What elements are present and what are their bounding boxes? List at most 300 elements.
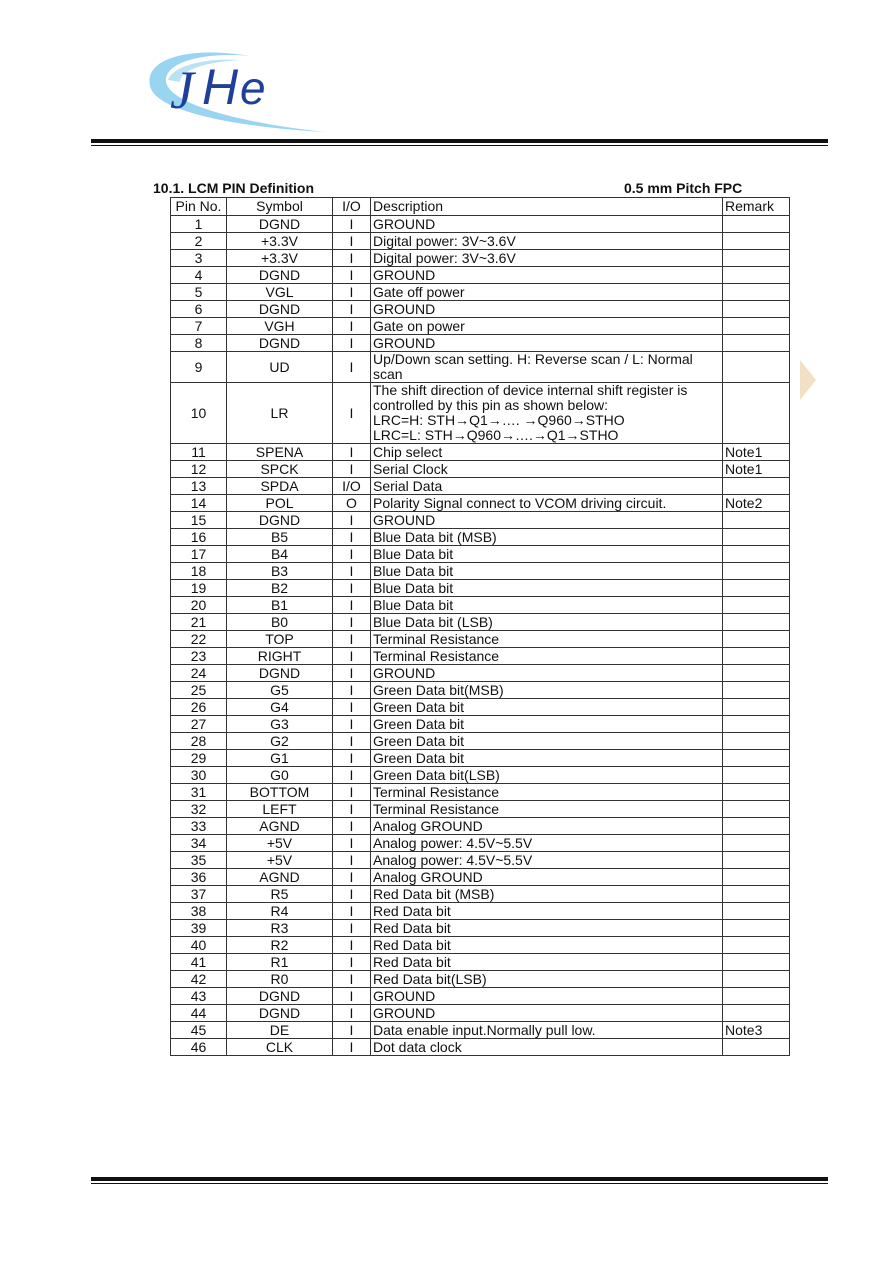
io-cell: I (333, 648, 371, 665)
symbol-cell: R4 (227, 903, 333, 920)
symbol-cell: R3 (227, 920, 333, 937)
description-cell (371, 250, 723, 267)
table-row (171, 954, 790, 971)
description-line: Terminal Resistance (373, 783, 500, 800)
description-line: Red Data bit(LSB) (373, 970, 487, 987)
symbol-cell: B1 (227, 597, 333, 614)
scan-artifact-icon (798, 358, 818, 402)
remark-cell (723, 1039, 790, 1056)
symbol-cell: B0 (227, 614, 333, 631)
table-row (171, 648, 790, 665)
symbol-cell: DGND (227, 665, 333, 682)
pin-number-cell: 45 (171, 1022, 227, 1039)
description-line: Analog GROUND (373, 868, 483, 885)
table-row (171, 614, 790, 631)
pin-number-cell: 1 (171, 216, 227, 233)
remark-cell (723, 284, 790, 301)
io-cell: I (333, 546, 371, 563)
description-cell (371, 784, 723, 801)
io-cell: I (333, 529, 371, 546)
io-cell: I (333, 461, 371, 478)
description-line: Green Data bit(MSB) (373, 681, 504, 698)
remark-cell (723, 750, 790, 767)
symbol-cell: POL (227, 495, 333, 512)
remark-cell (723, 852, 790, 869)
pin-number-cell: 31 (171, 784, 227, 801)
description-line: Blue Data bit (373, 579, 454, 596)
description-cell (371, 352, 723, 383)
io-cell: I (333, 318, 371, 335)
section-title: 10.1. LCM PIN Definition (153, 180, 315, 196)
pin-number-cell: 21 (171, 614, 227, 631)
pin-number-cell: 37 (171, 886, 227, 903)
symbol-cell: LEFT (227, 801, 333, 818)
table-header-row (171, 198, 790, 216)
remark-cell (723, 801, 790, 818)
io-cell: I (333, 580, 371, 597)
description-cell (371, 267, 723, 284)
description-cell (371, 767, 723, 784)
table-row (171, 1005, 790, 1022)
io-cell: I (333, 1005, 371, 1022)
remark-cell (723, 597, 790, 614)
description-line: Red Data bit (MSB) (373, 885, 495, 902)
table-row (171, 716, 790, 733)
description-line: Serial Data (373, 477, 443, 494)
description-line: Green Data bit (373, 698, 465, 715)
remark-cell (723, 512, 790, 529)
description-cell (371, 852, 723, 869)
io-cell: I (333, 988, 371, 1005)
symbol-cell: G3 (227, 716, 333, 733)
pin-number-cell: 39 (171, 920, 227, 937)
remark-cell (723, 835, 790, 852)
pin-number-cell: 29 (171, 750, 227, 767)
remark-cell (723, 869, 790, 886)
symbol-cell: B4 (227, 546, 333, 563)
remark-cell (723, 563, 790, 580)
table-row (171, 835, 790, 852)
table-row (171, 352, 790, 383)
table-row (171, 563, 790, 580)
io-cell: I (333, 733, 371, 750)
pin-number-cell: 2 (171, 233, 227, 250)
io-cell: I (333, 563, 371, 580)
description-cell (371, 383, 723, 444)
description-cell (371, 971, 723, 988)
pin-number-cell: 6 (171, 301, 227, 318)
symbol-cell: R1 (227, 954, 333, 971)
symbol-cell: +3.3V (227, 233, 333, 250)
footer-rule-thin (91, 1183, 828, 1184)
description-line: Terminal Resistance (373, 800, 500, 817)
pin-number-cell: 46 (171, 1039, 227, 1056)
description-line: Analog GROUND (373, 817, 483, 834)
symbol-cell: DGND (227, 216, 333, 233)
col-header-symbol: Symbol (227, 198, 333, 216)
description-cell (371, 699, 723, 716)
symbol-cell: CLK (227, 1039, 333, 1056)
table-row (171, 233, 790, 250)
pin-number-cell: 13 (171, 478, 227, 495)
remark-cell (723, 886, 790, 903)
description-line: Digital power: 3V~3.6V (373, 249, 516, 266)
pin-number-cell: 30 (171, 767, 227, 784)
table-row (171, 495, 790, 512)
table-row (171, 886, 790, 903)
pin-number-cell: 16 (171, 529, 227, 546)
description-cell (371, 580, 723, 597)
io-cell: I (333, 699, 371, 716)
remark-cell (723, 614, 790, 631)
logo-letter-e: e (240, 62, 266, 114)
description-cell (371, 301, 723, 318)
table-body (171, 216, 790, 1056)
remark-cell (723, 699, 790, 716)
description-line: GROUND (373, 215, 436, 232)
pin-definition-table (170, 197, 790, 1056)
description-line: Blue Data bit (MSB) (373, 528, 497, 545)
remark-cell: Note3 (723, 1022, 790, 1039)
description-cell (371, 937, 723, 954)
remark-cell (723, 335, 790, 352)
pin-number-cell: 28 (171, 733, 227, 750)
io-cell: I (333, 835, 371, 852)
description-cell (371, 495, 723, 512)
table-row (171, 478, 790, 495)
table-row (171, 869, 790, 886)
description-line: GROUND (373, 511, 436, 528)
symbol-cell: +5V (227, 852, 333, 869)
description-cell (371, 716, 723, 733)
description-cell (371, 818, 723, 835)
description-cell (371, 546, 723, 563)
description-cell (371, 665, 723, 682)
symbol-cell: DE (227, 1022, 333, 1039)
io-cell: I (333, 971, 371, 988)
pin-number-cell: 32 (171, 801, 227, 818)
table-row (171, 597, 790, 614)
io-cell: I (333, 937, 371, 954)
description-line: Red Data bit (373, 936, 451, 953)
remark-cell (723, 301, 790, 318)
io-cell: I (333, 1039, 371, 1056)
io-cell: I (333, 597, 371, 614)
symbol-cell: VGH (227, 318, 333, 335)
description-line: Blue Data bit (373, 562, 454, 579)
pin-number-cell: 20 (171, 597, 227, 614)
io-cell: I/O (333, 478, 371, 495)
table-row (171, 250, 790, 267)
description-cell (371, 750, 723, 767)
table-row (171, 699, 790, 716)
header-rule-thin (91, 145, 828, 146)
table-row (171, 937, 790, 954)
pin-number-cell: 9 (171, 352, 227, 383)
io-cell: I (333, 301, 371, 318)
table-row (171, 318, 790, 335)
pin-number-cell: 8 (171, 335, 227, 352)
description-cell (371, 284, 723, 301)
io-cell: I (333, 383, 371, 444)
description-cell (371, 801, 723, 818)
pin-number-cell: 41 (171, 954, 227, 971)
table-row (171, 750, 790, 767)
symbol-cell: G4 (227, 699, 333, 716)
description-line: Terminal Resistance (373, 630, 500, 647)
description-cell (371, 335, 723, 352)
remark-cell (723, 818, 790, 835)
description-cell (371, 1022, 723, 1039)
symbol-cell: DGND (227, 512, 333, 529)
io-cell: I (333, 869, 371, 886)
symbol-cell: VGL (227, 284, 333, 301)
col-header-description: Description (371, 198, 723, 216)
io-cell: I (333, 1022, 371, 1039)
col-header-io: I/O (333, 198, 371, 216)
io-cell: I (333, 852, 371, 869)
pin-number-cell: 5 (171, 284, 227, 301)
col-header-remark: Remark (723, 198, 790, 216)
table-row (171, 546, 790, 563)
table-row (171, 682, 790, 699)
description-cell (371, 318, 723, 335)
io-cell: I (333, 682, 371, 699)
remark-cell (723, 954, 790, 971)
pin-number-cell: 24 (171, 665, 227, 682)
table-row (171, 971, 790, 988)
io-cell: I (333, 216, 371, 233)
description-line: Chip select (373, 443, 443, 460)
remark-cell: Note1 (723, 461, 790, 478)
remark-cell (723, 716, 790, 733)
io-cell: I (333, 444, 371, 461)
pin-number-cell: 17 (171, 546, 227, 563)
description-line: Red Data bit (373, 953, 451, 970)
symbol-cell: G0 (227, 767, 333, 784)
table-row (171, 631, 790, 648)
description-line: LRC=L: STH→Q960→….→Q1→STHO (373, 427, 619, 443)
table-row (171, 988, 790, 1005)
remark-cell (723, 267, 790, 284)
table-row (171, 818, 790, 835)
description-line: controlled by this pin as shown below: (373, 397, 609, 413)
symbol-cell: DGND (227, 988, 333, 1005)
symbol-cell: SPENA (227, 444, 333, 461)
description-line: Data enable input.Normally pull low. (373, 1021, 596, 1038)
table-row (171, 461, 790, 478)
description-cell (371, 233, 723, 250)
table-row (171, 580, 790, 597)
remark-cell (723, 988, 790, 1005)
io-cell: I (333, 716, 371, 733)
description-line: Analog power: 4.5V~5.5V (373, 834, 533, 851)
pin-number-cell: 26 (171, 699, 227, 716)
table-row (171, 784, 790, 801)
remark-cell (723, 383, 790, 444)
description-line: Green Data bit (373, 732, 465, 749)
description-cell (371, 478, 723, 495)
description-line: Green Data bit (373, 715, 465, 732)
description-line: Serial Clock (373, 460, 448, 477)
pin-number-cell: 23 (171, 648, 227, 665)
symbol-cell: LR (227, 383, 333, 444)
description-line: Blue Data bit (LSB) (373, 613, 493, 630)
section-subtitle: 0.5 mm Pitch FPC (624, 180, 743, 196)
logo-letter-h: H (202, 59, 239, 115)
pin-number-cell: 18 (171, 563, 227, 580)
symbol-cell: DGND (227, 267, 333, 284)
table-row (171, 512, 790, 529)
symbol-cell: +3.3V (227, 250, 333, 267)
description-cell (371, 1039, 723, 1056)
pin-number-cell: 10 (171, 383, 227, 444)
io-cell: I (333, 920, 371, 937)
pin-number-cell: 22 (171, 631, 227, 648)
table-row (171, 529, 790, 546)
description-cell (371, 835, 723, 852)
description-line: Gate on power (373, 317, 465, 334)
footer-rule-thick (91, 1177, 828, 1181)
pin-number-cell: 43 (171, 988, 227, 1005)
remark-cell (723, 903, 790, 920)
pin-number-cell: 40 (171, 937, 227, 954)
symbol-cell: SPCK (227, 461, 333, 478)
table-row (171, 383, 790, 444)
symbol-cell: G1 (227, 750, 333, 767)
remark-cell (723, 648, 790, 665)
table-row (171, 920, 790, 937)
description-cell (371, 920, 723, 937)
table-row (171, 444, 790, 461)
pin-number-cell: 15 (171, 512, 227, 529)
io-cell: I (333, 614, 371, 631)
description-line: Green Data bit (373, 749, 465, 766)
table-row (171, 284, 790, 301)
remark-cell (723, 318, 790, 335)
remark-cell: Note2 (723, 495, 790, 512)
description-line: Polarity Signal connect to VCOM driving circuit. (373, 494, 667, 511)
symbol-cell: SPDA (227, 478, 333, 495)
description-cell (371, 682, 723, 699)
remark-cell (723, 250, 790, 267)
description-line: Red Data bit (373, 902, 451, 919)
description-cell (371, 954, 723, 971)
remark-cell (723, 937, 790, 954)
remark-cell (723, 733, 790, 750)
description-cell (371, 1005, 723, 1022)
description-line: Blue Data bit (373, 596, 454, 613)
symbol-cell: DGND (227, 1005, 333, 1022)
table-row (171, 267, 790, 284)
remark-cell (723, 478, 790, 495)
symbol-cell: G5 (227, 682, 333, 699)
description-line: The shift direction of device internal shift register is (373, 382, 688, 398)
remark-cell (723, 682, 790, 699)
description-line: Digital power: 3V~3.6V (373, 232, 516, 249)
symbol-cell: TOP (227, 631, 333, 648)
description-line: Analog power: 4.5V~5.5V (373, 851, 533, 868)
description-line: Red Data bit (373, 919, 451, 936)
pin-number-cell: 3 (171, 250, 227, 267)
pin-number-cell: 44 (171, 1005, 227, 1022)
io-cell: I (333, 801, 371, 818)
pin-number-cell: 12 (171, 461, 227, 478)
description-cell (371, 529, 723, 546)
description-cell (371, 903, 723, 920)
table-row (171, 665, 790, 682)
table-row (171, 801, 790, 818)
description-cell (371, 631, 723, 648)
logo-letter-j: J (170, 60, 194, 120)
io-cell: I (333, 352, 371, 383)
io-cell: O (333, 495, 371, 512)
symbol-cell: UD (227, 352, 333, 383)
io-cell: I (333, 335, 371, 352)
symbol-cell: AGND (227, 818, 333, 835)
io-cell: I (333, 818, 371, 835)
remark-cell (723, 971, 790, 988)
io-cell: I (333, 267, 371, 284)
description-line: scan (373, 366, 403, 382)
company-logo (140, 28, 340, 138)
description-line: GROUND (373, 300, 436, 317)
io-cell: I (333, 665, 371, 682)
remark-cell (723, 233, 790, 250)
pin-number-cell: 14 (171, 495, 227, 512)
symbol-cell: RIGHT (227, 648, 333, 665)
pin-number-cell: 27 (171, 716, 227, 733)
io-cell: I (333, 631, 371, 648)
io-cell: I (333, 784, 371, 801)
table-row (171, 903, 790, 920)
description-cell (371, 733, 723, 750)
description-line: GROUND (373, 664, 436, 681)
description-line: GROUND (373, 1004, 436, 1021)
symbol-cell: R2 (227, 937, 333, 954)
pin-number-cell: 19 (171, 580, 227, 597)
remark-cell (723, 920, 790, 937)
symbol-cell: B2 (227, 580, 333, 597)
description-cell (371, 614, 723, 631)
description-cell (371, 216, 723, 233)
remark-cell (723, 352, 790, 383)
description-cell (371, 512, 723, 529)
table-row (171, 733, 790, 750)
symbol-cell: G2 (227, 733, 333, 750)
pin-number-cell: 11 (171, 444, 227, 461)
description-line: Terminal Resistance (373, 647, 500, 664)
table-row (171, 216, 790, 233)
description-cell (371, 461, 723, 478)
io-cell: I (333, 233, 371, 250)
io-cell: I (333, 750, 371, 767)
remark-cell (723, 767, 790, 784)
description-cell (371, 648, 723, 665)
description-line: Dot data clock (373, 1038, 462, 1055)
remark-cell (723, 665, 790, 682)
description-cell (371, 563, 723, 580)
pin-number-cell: 35 (171, 852, 227, 869)
description-cell (371, 597, 723, 614)
table-row (171, 335, 790, 352)
table-row (171, 852, 790, 869)
description-cell (371, 444, 723, 461)
description-line: Green Data bit(LSB) (373, 766, 500, 783)
symbol-cell: DGND (227, 335, 333, 352)
pin-number-cell: 7 (171, 318, 227, 335)
header-rule-thick (91, 139, 828, 143)
